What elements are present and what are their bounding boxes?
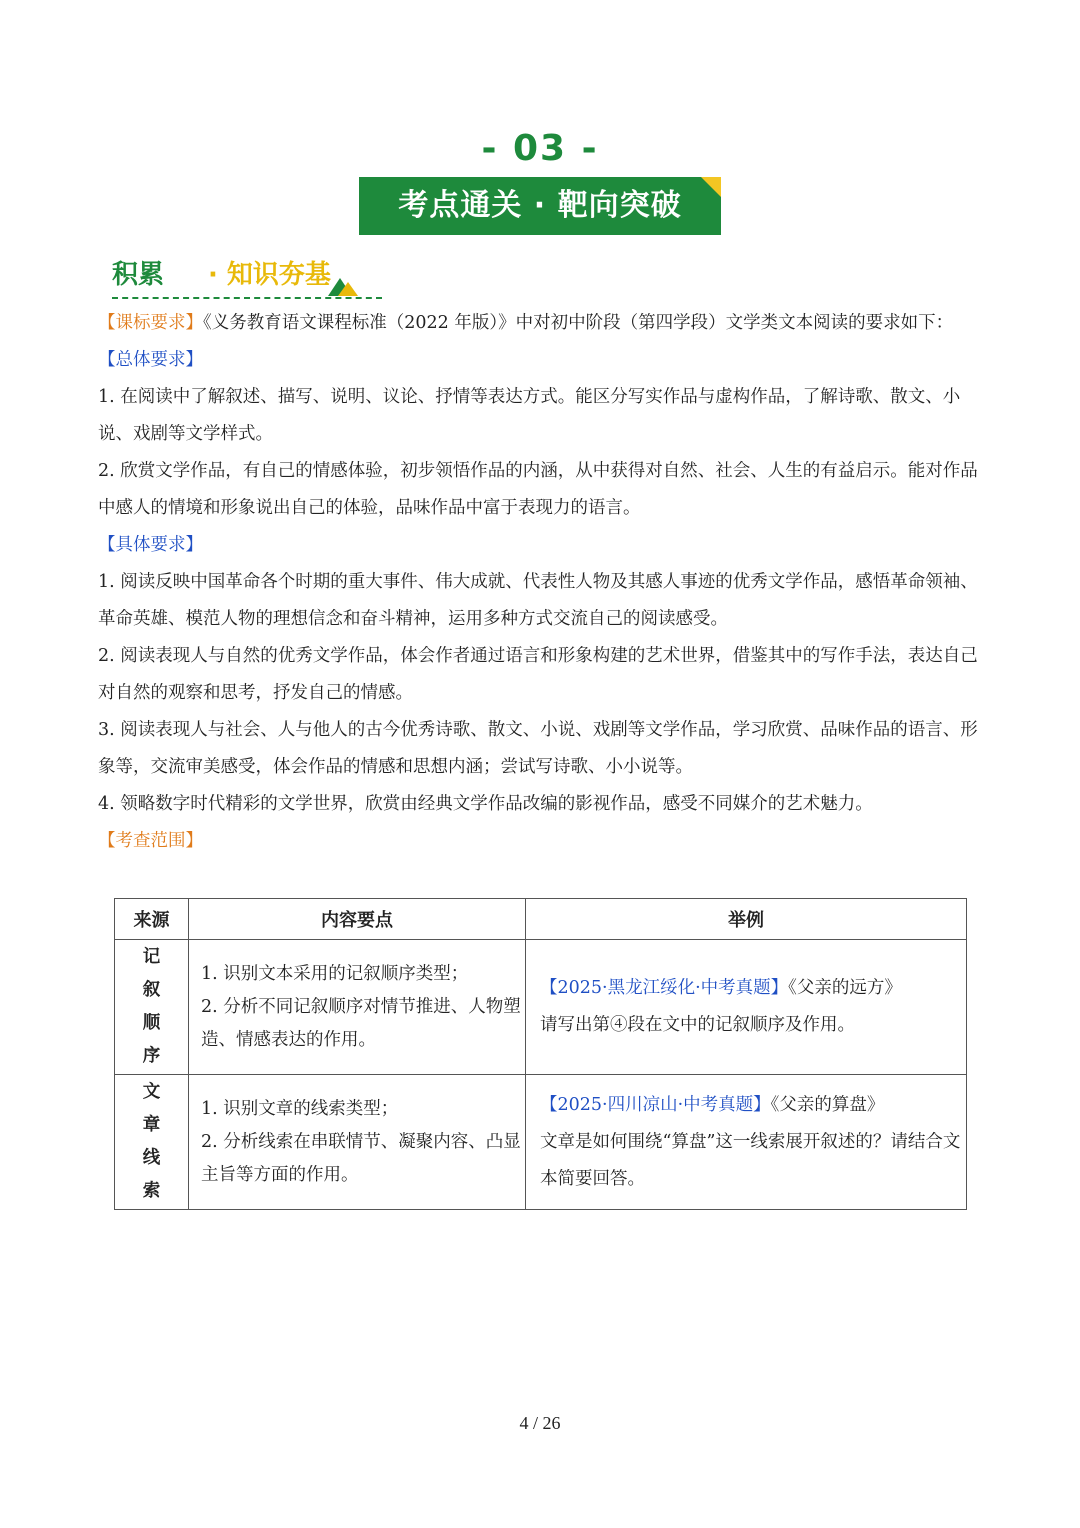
example-header [540,970,966,1007]
example-title: 《父亲的算盘》 [770,1094,885,1115]
page-number: 4 / 26 [519,1413,561,1433]
row-example [526,940,967,1075]
specific-item: 4. 领略数字时代精彩的文学世界，欣赏由经典文学作品改编的影视作品，感受不同媒介的艺术魅力。 [98,794,873,814]
point-item: 2. 分析不同记叙顺序对情节推进、人物塑造、情感表达的作用。 [201,996,521,1050]
banner-corner-decoration [701,177,721,197]
scope-table [114,898,967,1210]
row-source-text: 记叙顺序 [142,947,161,1066]
example-question: 请写出第④段在文中的记叙顺序及作用。 [540,1015,855,1035]
row-points [189,1075,526,1210]
intro-paragraph [98,305,986,342]
point-item: 1. 识别文本采用的记叙顺序类型； [201,963,469,984]
point-item: 1. 识别文章的线索类型； [201,1098,399,1119]
section-banner [359,177,721,235]
specific-tag: 【具体要求】 [98,535,203,555]
example-tag: 【2025·四川凉山·中考真题】 [540,1094,771,1115]
subheading-part2: · 知识夯基 [208,260,331,290]
table-row [115,1075,967,1210]
row-source [115,1075,189,1210]
section-number: - 03 - [481,128,599,169]
example-tag: 【2025·黑龙江绥化·中考真题】 [540,978,789,998]
header-example: 举例 [526,899,967,940]
header-points: 内容要点 [189,899,526,940]
intro-tag: 【课标要求】 [98,313,203,333]
intro-text: 《义务教育语文课程标准（2022 年版）》中对初中阶段（第四学段）文学类文本阅读的要求如下： [203,313,954,333]
row-source-text: 文章线索 [142,1082,161,1201]
row-source [115,940,189,1075]
mountain-icon [326,272,360,298]
specific-item: 1. 阅读反映中国革命各个时期的重大事件、伟大成就、代表性人物及其感人事迹的优秀文学作品，感悟革命领袖、革命英雄、模范人物的理想信念和奋斗精神，运用多种方式交流自己的阅读感受。 [98,572,978,629]
subheading-part1: 积累 [112,260,165,290]
example-title: 《父亲的远方》 [788,978,902,998]
table-row [115,940,967,1075]
specific-item: 3. 阅读表现人与社会、人与他人的古今优秀诗歌、散文、小说、戏剧等文学作品，学习欣赏、品味作品的语言、形象等，交流审美感受，体会作品的情感和思想内涵；尝试写诗歌、小小说等。 [98,720,978,777]
overall-tag: 【总体要求】 [98,350,203,370]
scope-tag: 【考查范围】 [98,831,203,851]
overall-item: 1. 在阅读中了解叙述、描写、说明、议论、抒情等表达方式。能区分写实作品与虚构作品，了解诗歌、散文、小说、戏剧等文学样式。 [98,387,961,444]
example-header [540,1087,966,1124]
specific-item: 2. 阅读表现人与自然的优秀文学作品，体会作者通过语言和形象构建的艺术世界，借鉴其中的写作手法，表达自己对自然的观察和思考，抒发自己的情感。 [98,646,978,703]
table-header-row [115,899,967,940]
point-item: 2. 分析线索在串联情节、凝聚内容、凸显主旨等方面的作用。 [201,1131,521,1185]
header-source: 来源 [115,899,189,940]
row-example [526,1075,967,1210]
row-points [189,940,526,1075]
overall-item: 2. 欣赏文学作品，有自己的情感体验，初步领悟作品的内涵，从中获得对自然、社会、人生的有益启示。能对作品中感人的情境和形象说出自己的体验，品味作品中富于表现力的语言。 [98,461,978,518]
example-question: 文章是如何围绕“算盘”这一线索展开叙述的？请结合文本简要回答。 [540,1131,961,1189]
document-body [98,305,986,860]
banner-title: 考点通关 · 靶向突破 [398,188,682,223]
